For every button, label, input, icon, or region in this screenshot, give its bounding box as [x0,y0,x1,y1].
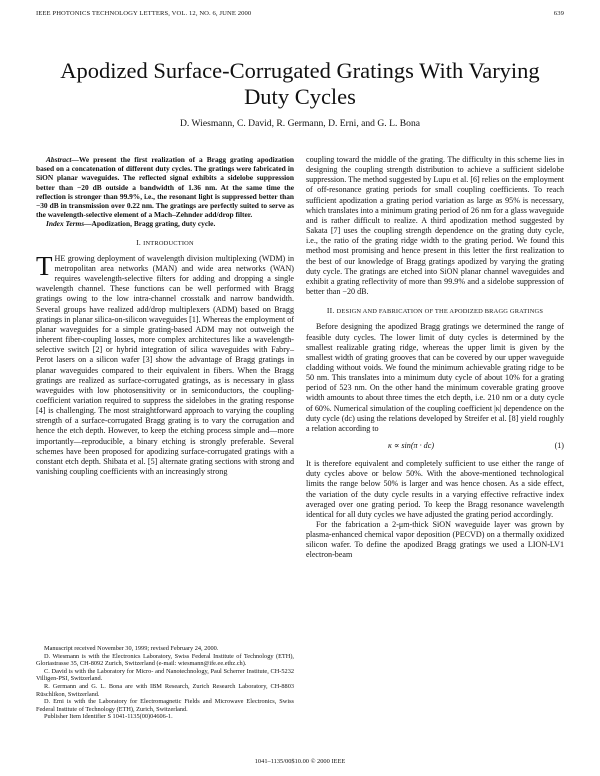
page-number: 639 [553,10,564,17]
intro-paragraph-continued: coupling toward the middle of the grating. The difficulty in this scheme lies in designing the coupling strength distribution to achieve a sufficient sidelobe suppression. The method suggested by Lupu et al. [6] relies on the employment of off-resonance grating periods for small coupling coefficients. To reach sufficient apodization a grating period variation as large as 95% is necessary, which translates into a minimum grating period of 26 nm for a glass waveguide and is rather difficult to realize. A third apodization method suggested by Sakata [7] uses the coupling strength dependence on the grating duty cycle, i.e., the ratio of the grating ridge width to the grating period. We found this method most promising and hence present in this letter the first realization to the best of our knowledge of Bragg gratings apodized by varying the grating duty cycle. The gratings are etched into SiON planar channel waveguides and exhibit a grating reflectivity of more than 99.9% and a sidelobe suppression of better than −20 dB. [306,155,564,297]
section-numeral: I. [136,237,142,247]
section-numeral: II. [326,306,335,316]
index-terms [36,219,294,228]
drop-cap: T [36,250,53,281]
intro-paragraph [36,250,294,477]
design-paragraph: Before designing the apodized Bragg gratings we determined the range of feasible duty cycles. The lower limit of duty cycles is determined by the smallest realizable grating ridge, whereas the upper limit is given by the smallest width of grating grooves that can be covered by our upper waveguide cladding without voids. We found the minimum achievable grating ridge to be 50 nm. This translates into a minimum duty cycle of about 10% for a grating period of 523 nm. On the other hand the minimum coverable grating groove width amounts to about three times the etch depth, i.e. 210 nm or a duty cycle of 60%. Numerical simulation of the coupling coefficient |κ| dependence on the duty cycle (dc) using the relations developed by Streifer et al. [8] yield roughly a relation according to [306,322,564,433]
fabrication-paragraph: For the fabrication a 2-μm-thick SiON waveguide layer was grown by plasma-enhanced chemical vapor deposition (PECVD) on a thermally oxidized silicon wafer. To define the apodized Bragg gratings we used a LION-LV1 electron-beam [306,520,564,560]
equation-number: (1) [554,441,564,451]
design-paragraph: It is therefore equivalent and completely sufficient to use either the range of duty cycles above or below 50%. With the above-mentioned technological limits the range below 50% is larger and was hence chosen. As a side effect, the variation of the duty cycle results in a varying effective refractive index averaged over one grating period. To keep the Bragg resonance wavelength identical for all duty cycles we have adjusted the grating period accordingly. [306,459,564,519]
right-column [306,155,564,561]
footnote: Publisher Item Identifier S 1041-1135(00)04606-1. [44,713,173,721]
author-list: D. Wiesmann, C. David, R. Germann, D. Erni, and G. L. Bona [179,118,421,129]
section-title: DESIGN AND FABRICATION OF THE APODIZED BRAGG GRATINGS [336,308,544,316]
left-column [36,155,294,477]
section-title: INTRODUCTION [143,239,194,247]
footnote: D. Erni is with the Laboratory for Electromagnetic Fields and Microwave Electronics, Swiss Federal Institute of Technology (ETH), Zurich, Switzerland. [36,698,294,713]
abstract [36,155,294,219]
intro-text: HE growing deployment of wavelength division multiplexing (WDM) in metropolitan area networks (MAN) and wide area networks (WAN) requires wavelength-selective filters for adding and dropping a single wavelength channel. These functions can be well performed with Bragg gratings owing to the low intra-channel crosstalk and narrow bandwidth. Several groups have realized add/drop multiplexers (ADM) based on Bragg gratings in planar silica-on-silicon waveguides [1]. Whereas the employment of planar waveguides for a simple grating-based ADM may not outweigh the inherent fiber-coupling losses, more complex architectures like a wavelength-selective switch [2] or hybrid integration of silica waveguides with Fabry–Perot lasers on a silicon wafer [3] show the advantage of Bragg gratings in planar waveguides compared to their equivalent in fibers. When the Bragg gratings are realized as surface-corrugated gratings, as is necessary in glass waveguides with low photosensitivity or in semiconductors, the coupling-coefficient variation required to suppress the sidelobes in the grating response [4] is challenging. The most straightforward approach to varying the coupling strength of a surface-corrugated Bragg grating is to vary the corrugation and hence the etch depth. However, to keep the etching process simple and—more importantly—reproducible, a binary etching is strongly preferable. Several schemes have been proposed for apodizing surface-corrugated gratings with a constant etch depth. Shibata et al. [5] alternate grating sections with strong and vanishing coupling coefficients with an increasingly strong [36,253,294,477]
abstract-text: We present the first realization of a Bragg grating apodization based on a concatenation of different duty cycles. The gratings were fabricated in SiON planar waveguides. The reflected signal exhibits a sidelobe suppression better than −20 dB outside a bandwidth of 1.36 nm. At the same time the reflection is stronger than 99.9%, i.e., the resonant light is suppressed better than −30 dB in transmission over 0.22 nm. The gratings are perfectly suited to serve as the wavelength-selective element of a Mach–Zehnder add/drop filter. [36,155,294,220]
footnote: D. Wiesmann is with the Electronics Laboratory, Swiss Federal Institute of Technology (ETH), Gloriastrasse 35, CH-8092 Zurich, Switzerland (e-mail: wiesmann@ife.ee.ethz.ch). [36,652,294,668]
footnotes [36,645,294,721]
footnote: Manuscript received November 30, 1999; revised February 24, 2000. [44,645,219,652]
equation-body: κ ∝ sin(π · dc) [388,441,435,451]
index-terms-text: Apodization, Bragg grating, duty cycle. [91,219,216,229]
index-terms-label: Index Terms— [46,219,92,229]
copyright-footer: 1041–1135/00$10.00 © 2000 IEEE [254,758,346,765]
paper-title: Apodized Surface-Corrugated Gratings With Varying Duty Cycles [60,58,540,109]
footnote: R. Germann and G. L. Bona are with IBM Research, Zurich Research Laboratory, CH-8803 Rüschlikon, Switzerland. [36,682,294,698]
footnote: C. David is with the Laboratory for Micro- and Nanotechnology, Paul Scherrer Institute, CH-5232 Villigen-PSI, Switzerland. [36,667,294,683]
section-heading-design [306,306,564,317]
section-heading-introduction [36,238,294,249]
abstract-label: Abstract— [46,155,79,164]
equation [306,440,564,454]
journal-name: IEEE PHOTONICS TECHNOLOGY LETTERS, VOL. 12, NO. 6, JUNE 2000 [36,10,252,17]
